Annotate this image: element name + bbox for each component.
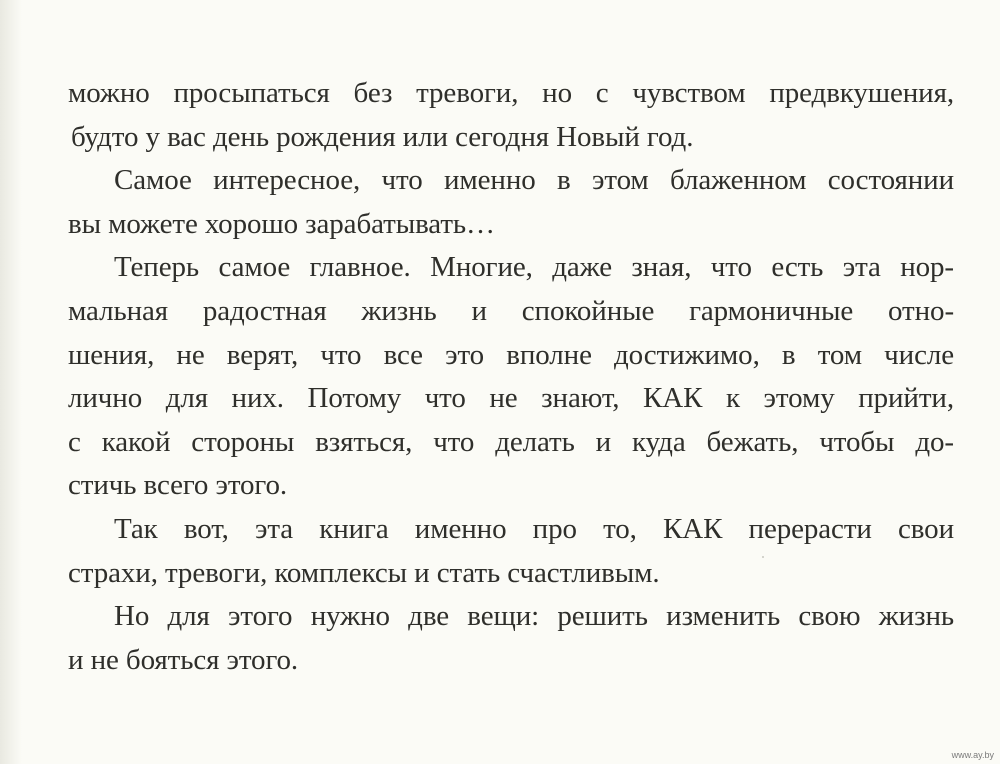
paper-speck	[762, 556, 764, 558]
text-line: можно просыпаться без тревоги, но с чувством предвкушения,	[68, 77, 954, 109]
page-text	[68, 72, 954, 682]
text-line: с какой стороны взяться, что делать и куда бежать, чтобы до-	[68, 425, 954, 458]
text-line: страхи, тревоги, комплексы и стать счастливым.	[68, 556, 660, 589]
text-line: шения, не верят, что все это вполне достижимо, в том числе	[68, 338, 954, 371]
text-line: вы можете хорошо зарабатывать…	[68, 207, 495, 240]
text-line: и не бояться этого.	[68, 643, 299, 676]
text-line: лично для них. Потому что не знают, КАК к этому прийти,	[68, 382, 954, 415]
text-line: Самое интересное, что именно в этом блаженном состоянии	[114, 164, 954, 197]
text-line: Так вот, эта книга именно про то, КАК перерасти свои	[114, 512, 954, 545]
page-edge-shadow	[0, 0, 22, 764]
text-line: мальная радостная жизнь и спокойные гармоничные отно-	[68, 294, 954, 327]
text-line: стичь всего этого.	[68, 469, 288, 502]
text-line: Теперь самое главное. Многие, даже зная, что есть эта нор-	[114, 251, 954, 284]
text-line: будто у вас день рождения или сегодня Новый год.	[71, 120, 694, 153]
text-line: Но для этого нужно две вещи: решить изменить свою жизнь	[114, 600, 954, 633]
watermark: www.ay.by	[951, 750, 994, 760]
